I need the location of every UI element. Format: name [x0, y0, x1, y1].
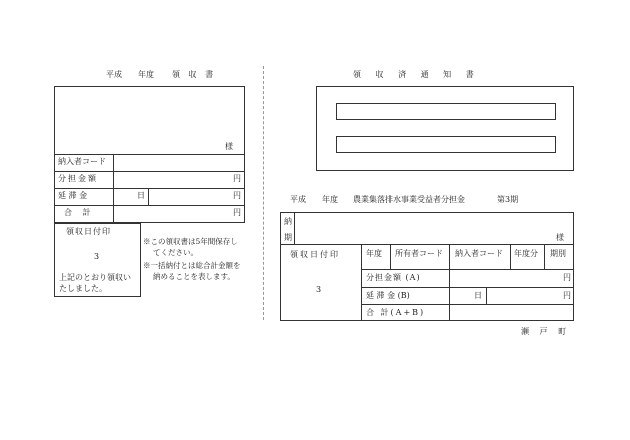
divider [54, 154, 245, 155]
town-name: 瀬 戸 町 [521, 327, 571, 336]
date-stamp-label: 領収日付印 [66, 227, 111, 236]
divider [148, 188, 149, 205]
divider [54, 205, 245, 206]
receipt-sama: 様 [225, 142, 233, 151]
notice-period: 第3期 [497, 195, 519, 204]
col-year-share: 年度分 [514, 249, 538, 258]
notice-share-label: 分担金額 (A) [366, 273, 421, 282]
divider [449, 269, 450, 321]
late-fee-day-label: 日 [137, 191, 145, 200]
payer-code-label: 納入者コード [58, 157, 106, 166]
divider [54, 188, 245, 189]
late-fee-label: 延 滞 金 [58, 191, 88, 200]
col-year: 年度 [366, 249, 382, 258]
notice-share-unit: 円 [563, 273, 571, 282]
col-payer-code: 納入者コード [455, 249, 503, 258]
notice-subject: 農業集落排水事業受益者分担金 [353, 195, 465, 204]
receipt-title: 領 収 書 [172, 70, 217, 79]
share-amount-unit: 円 [233, 174, 241, 183]
payer-label-top: 納 [284, 217, 292, 226]
divider [390, 244, 391, 269]
receipt-era: 平成 [106, 70, 122, 79]
date-stamp-number: 3 [94, 252, 100, 261]
notice-era: 平成 [290, 195, 306, 204]
col-owner-code: 所有者コード [395, 249, 443, 258]
notice-year-label: 年度 [322, 195, 338, 204]
notice-total-label: 合 計(A+B) [366, 308, 426, 317]
note-1-line-2: てください。 [153, 248, 198, 257]
notice-late-day-label: 日 [474, 291, 482, 300]
cut-line [263, 66, 264, 320]
total-label: 合 計 [64, 208, 95, 217]
notice-late-unit: 円 [563, 291, 571, 300]
notice-title: 領 収 済 通 知 書 [353, 70, 480, 79]
notice-date-stamp-label: 領収日付印 [290, 250, 340, 259]
divider [361, 269, 574, 270]
notice-sama: 様 [556, 233, 564, 242]
address-window [316, 86, 574, 171]
notice-date-stamp-number: 3 [316, 285, 322, 294]
stamp-note-line-1: 上記のとおり領収い [59, 273, 131, 282]
divider [54, 171, 245, 172]
divider [361, 304, 574, 305]
divider [113, 154, 114, 223]
divider [486, 287, 487, 304]
note-2-line-2: 納めることを表します。 [153, 272, 235, 281]
payer-label-bottom: 期 [284, 233, 292, 242]
divider [361, 287, 574, 288]
total-unit: 円 [233, 208, 241, 217]
stamp-note-line-2: たしました。 [59, 284, 107, 293]
late-fee-unit: 円 [233, 191, 241, 200]
address-field [336, 136, 556, 153]
note-1-line-1: ※この領収書は5年間保存し [143, 237, 238, 246]
divider [361, 244, 362, 321]
receipt-year-label: 年度 [138, 70, 154, 79]
divider [294, 212, 295, 244]
address-field [336, 103, 556, 120]
col-term: 期別 [550, 249, 566, 258]
note-2-line-1: ※一括納付とは総合計金額を [143, 261, 241, 270]
divider [280, 244, 574, 245]
divider [449, 244, 450, 269]
notice-late-label: 延 滞 金 (B) [366, 291, 410, 300]
divider [510, 244, 511, 269]
divider [544, 244, 545, 269]
share-amount-label: 分担金額 [58, 174, 98, 183]
